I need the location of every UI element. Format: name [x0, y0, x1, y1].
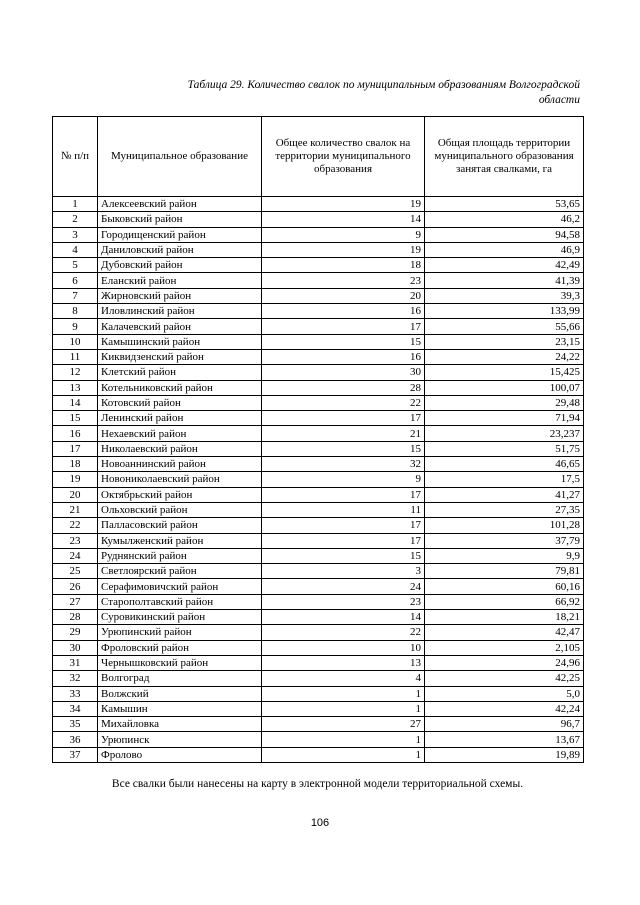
municipality-cell: Новоаннинский район — [98, 457, 262, 472]
municipality-cell: Михайловка — [98, 717, 262, 732]
table-row — [53, 732, 584, 747]
table-row — [53, 671, 584, 686]
municipality-cell: Котельниковский район — [98, 380, 262, 395]
landfill-count-cell: 23 — [262, 273, 425, 288]
table-row — [53, 533, 584, 548]
landfill-count-cell: 24 — [262, 579, 425, 594]
table-caption — [60, 78, 580, 108]
municipality-cell: Котовский район — [98, 395, 262, 410]
landfill-count-cell: 30 — [262, 365, 425, 380]
landfill-area-cell: 42,47 — [425, 625, 584, 640]
landfill-area-cell: 46,2 — [425, 212, 584, 227]
landfill-count-cell: 14 — [262, 212, 425, 227]
caption-line-1: Таблица 29. Количество свалок по муниципальным образованиям Волгоградской — [187, 79, 580, 91]
landfill-area-cell: 101,28 — [425, 518, 584, 533]
landfill-area-cell: 55,66 — [425, 319, 584, 334]
municipality-cell: Николаевский район — [98, 441, 262, 456]
landfill-area-cell: 46,9 — [425, 242, 584, 257]
table-row — [53, 441, 584, 456]
municipality-cell: Жирновский район — [98, 288, 262, 303]
table-row — [53, 395, 584, 410]
table-row — [53, 426, 584, 441]
landfill-area-cell: 42,25 — [425, 671, 584, 686]
table-row — [53, 258, 584, 273]
landfill-area-cell: 17,5 — [425, 472, 584, 487]
table-row — [53, 197, 584, 212]
table-row — [53, 334, 584, 349]
table-row — [53, 242, 584, 257]
municipality-cell: Фроловский район — [98, 640, 262, 655]
landfill-count-cell: 23 — [262, 594, 425, 609]
row-number-cell: 21 — [53, 502, 98, 517]
table-row — [53, 717, 584, 732]
table-row — [53, 273, 584, 288]
landfill-area-cell: 100,07 — [425, 380, 584, 395]
landfill-count-cell: 20 — [262, 288, 425, 303]
row-number-cell: 20 — [53, 487, 98, 502]
row-number-cell: 33 — [53, 686, 98, 701]
municipality-cell: Камышин — [98, 701, 262, 716]
landfill-count-cell: 16 — [262, 304, 425, 319]
municipality-cell: Городищенский район — [98, 227, 262, 242]
table-row — [53, 212, 584, 227]
landfill-count-cell: 1 — [262, 686, 425, 701]
header-number: № п/п — [53, 117, 98, 197]
table-row — [53, 655, 584, 670]
landfill-count-cell: 1 — [262, 701, 425, 716]
landfill-count-cell: 4 — [262, 671, 425, 686]
table-row — [53, 487, 584, 502]
municipality-cell: Фролово — [98, 747, 262, 762]
landfill-area-cell: 51,75 — [425, 441, 584, 456]
landfill-count-cell: 22 — [262, 625, 425, 640]
municipality-cell: Иловлинский район — [98, 304, 262, 319]
municipality-cell: Новониколаевский район — [98, 472, 262, 487]
landfill-area-cell: 15,425 — [425, 365, 584, 380]
landfill-area-cell: 42,24 — [425, 701, 584, 716]
row-number-cell: 24 — [53, 548, 98, 563]
table-header-row — [53, 117, 584, 197]
row-number-cell: 19 — [53, 472, 98, 487]
landfill-count-cell: 28 — [262, 380, 425, 395]
landfill-area-cell: 46,65 — [425, 457, 584, 472]
row-number-cell: 35 — [53, 717, 98, 732]
row-number-cell: 11 — [53, 349, 98, 364]
table-row — [53, 502, 584, 517]
municipality-cell: Калачевский район — [98, 319, 262, 334]
row-number-cell: 6 — [53, 273, 98, 288]
table-row — [53, 564, 584, 579]
table-row — [53, 304, 584, 319]
landfill-count-cell: 14 — [262, 610, 425, 625]
municipality-cell: Нехаевский район — [98, 426, 262, 441]
table-row — [53, 701, 584, 716]
row-number-cell: 29 — [53, 625, 98, 640]
row-number-cell: 17 — [53, 441, 98, 456]
landfill-area-cell: 41,39 — [425, 273, 584, 288]
row-number-cell: 8 — [53, 304, 98, 319]
municipality-cell: Кумылженский район — [98, 533, 262, 548]
landfill-area-cell: 39,3 — [425, 288, 584, 303]
row-number-cell: 1 — [53, 197, 98, 212]
landfill-count-cell: 11 — [262, 502, 425, 517]
municipality-cell: Алексеевский район — [98, 197, 262, 212]
row-number-cell: 7 — [53, 288, 98, 303]
landfill-count-cell: 27 — [262, 717, 425, 732]
municipality-cell: Чернышковский район — [98, 655, 262, 670]
landfill-area-cell: 23,237 — [425, 426, 584, 441]
municipality-cell: Урюпинский район — [98, 625, 262, 640]
row-number-cell: 16 — [53, 426, 98, 441]
municipality-cell: Волгоград — [98, 671, 262, 686]
municipality-cell: Киквидзенский район — [98, 349, 262, 364]
row-number-cell: 2 — [53, 212, 98, 227]
table-row — [53, 640, 584, 655]
municipality-cell: Ольховский район — [98, 502, 262, 517]
table-row — [53, 472, 584, 487]
table-row — [53, 380, 584, 395]
header-municipality: Муниципальное образование — [98, 117, 262, 197]
landfill-area-cell: 27,35 — [425, 502, 584, 517]
landfill-area-cell: 23,15 — [425, 334, 584, 349]
landfill-count-cell: 9 — [262, 227, 425, 242]
row-number-cell: 34 — [53, 701, 98, 716]
municipality-cell: Клетский район — [98, 365, 262, 380]
landfill-area-cell: 53,65 — [425, 197, 584, 212]
row-number-cell: 30 — [53, 640, 98, 655]
landfill-area-cell: 41,27 — [425, 487, 584, 502]
table-row — [53, 579, 584, 594]
table-row — [53, 457, 584, 472]
landfill-count-cell: 21 — [262, 426, 425, 441]
municipality-cell: Суровикинский район — [98, 610, 262, 625]
landfill-count-cell: 19 — [262, 197, 425, 212]
row-number-cell: 10 — [53, 334, 98, 349]
landfill-area-cell: 42,49 — [425, 258, 584, 273]
table-row — [53, 518, 584, 533]
row-number-cell: 36 — [53, 732, 98, 747]
landfill-area-cell: 19,89 — [425, 747, 584, 762]
landfill-count-cell: 17 — [262, 518, 425, 533]
landfill-area-cell: 24,22 — [425, 349, 584, 364]
landfill-area-cell: 94,58 — [425, 227, 584, 242]
municipality-cell: Светлоярский район — [98, 564, 262, 579]
landfill-area-cell: 96,7 — [425, 717, 584, 732]
row-number-cell: 37 — [53, 747, 98, 762]
footnote: Все свалки были нанесены на карту в электронной модели территориальной схемы. — [111, 778, 524, 790]
landfill-area-cell: 60,16 — [425, 579, 584, 594]
landfill-count-cell: 17 — [262, 533, 425, 548]
header-landfill-count: Общее количество свалок на территории муниципального образования — [262, 117, 425, 197]
table-row — [53, 548, 584, 563]
municipality-cell: Камышинский район — [98, 334, 262, 349]
table-body — [53, 197, 584, 763]
municipality-cell: Быковский район — [98, 212, 262, 227]
row-number-cell: 14 — [53, 395, 98, 410]
row-number-cell: 12 — [53, 365, 98, 380]
row-number-cell: 23 — [53, 533, 98, 548]
row-number-cell: 15 — [53, 411, 98, 426]
row-number-cell: 28 — [53, 610, 98, 625]
municipality-cell: Даниловский район — [98, 242, 262, 257]
landfill-area-cell: 29,48 — [425, 395, 584, 410]
landfill-count-cell: 9 — [262, 472, 425, 487]
landfill-count-cell: 16 — [262, 349, 425, 364]
table-row — [53, 594, 584, 609]
municipality-cell: Еланский район — [98, 273, 262, 288]
row-number-cell: 13 — [53, 380, 98, 395]
table-row — [53, 349, 584, 364]
table-row — [53, 227, 584, 242]
landfill-count-cell: 17 — [262, 487, 425, 502]
municipality-cell: Урюпинск — [98, 732, 262, 747]
landfill-count-cell: 18 — [262, 258, 425, 273]
table-row — [53, 411, 584, 426]
row-number-cell: 4 — [53, 242, 98, 257]
landfill-count-cell: 13 — [262, 655, 425, 670]
row-number-cell: 25 — [53, 564, 98, 579]
row-number-cell: 27 — [53, 594, 98, 609]
landfill-area-cell: 5,0 — [425, 686, 584, 701]
landfill-count-cell: 15 — [262, 334, 425, 349]
municipality-cell: Палласовский район — [98, 518, 262, 533]
landfill-count-cell: 15 — [262, 441, 425, 456]
table-row — [53, 625, 584, 640]
landfill-count-cell: 3 — [262, 564, 425, 579]
page-number: 106 — [310, 817, 330, 829]
row-number-cell: 18 — [53, 457, 98, 472]
municipality-cell: Старополтавский район — [98, 594, 262, 609]
municipality-cell: Октябрьский район — [98, 487, 262, 502]
landfill-count-cell: 17 — [262, 411, 425, 426]
landfill-count-cell: 17 — [262, 319, 425, 334]
caption-line-2: области — [538, 94, 580, 106]
table-row — [53, 610, 584, 625]
table-row — [53, 319, 584, 334]
landfill-area-cell: 2,105 — [425, 640, 584, 655]
row-number-cell: 5 — [53, 258, 98, 273]
table-row — [53, 365, 584, 380]
municipality-cell: Серафимовичский район — [98, 579, 262, 594]
landfill-count-cell: 10 — [262, 640, 425, 655]
landfill-area-cell: 18,21 — [425, 610, 584, 625]
landfill-count-cell: 15 — [262, 548, 425, 563]
landfill-table — [52, 116, 584, 763]
row-number-cell: 26 — [53, 579, 98, 594]
municipality-cell: Руднянский район — [98, 548, 262, 563]
municipality-cell: Ленинский район — [98, 411, 262, 426]
row-number-cell: 22 — [53, 518, 98, 533]
header-landfill-area: Общая площадь территории муниципального образования занятая свалками, га — [425, 117, 584, 197]
landfill-area-cell: 37,79 — [425, 533, 584, 548]
table-row — [53, 747, 584, 762]
landfill-count-cell: 32 — [262, 457, 425, 472]
row-number-cell: 31 — [53, 655, 98, 670]
landfill-area-cell: 13,67 — [425, 732, 584, 747]
landfill-count-cell: 1 — [262, 747, 425, 762]
landfill-area-cell: 9,9 — [425, 548, 584, 563]
row-number-cell: 32 — [53, 671, 98, 686]
landfill-area-cell: 71,94 — [425, 411, 584, 426]
landfill-count-cell: 19 — [262, 242, 425, 257]
landfill-area-cell: 24,96 — [425, 655, 584, 670]
row-number-cell: 9 — [53, 319, 98, 334]
landfill-area-cell: 133,99 — [425, 304, 584, 319]
municipality-cell: Волжский — [98, 686, 262, 701]
table-row — [53, 288, 584, 303]
municipality-cell: Дубовский район — [98, 258, 262, 273]
landfill-count-cell: 22 — [262, 395, 425, 410]
landfill-area-cell: 66,92 — [425, 594, 584, 609]
row-number-cell: 3 — [53, 227, 98, 242]
landfill-area-cell: 79,81 — [425, 564, 584, 579]
landfill-count-cell: 1 — [262, 732, 425, 747]
table-row — [53, 686, 584, 701]
